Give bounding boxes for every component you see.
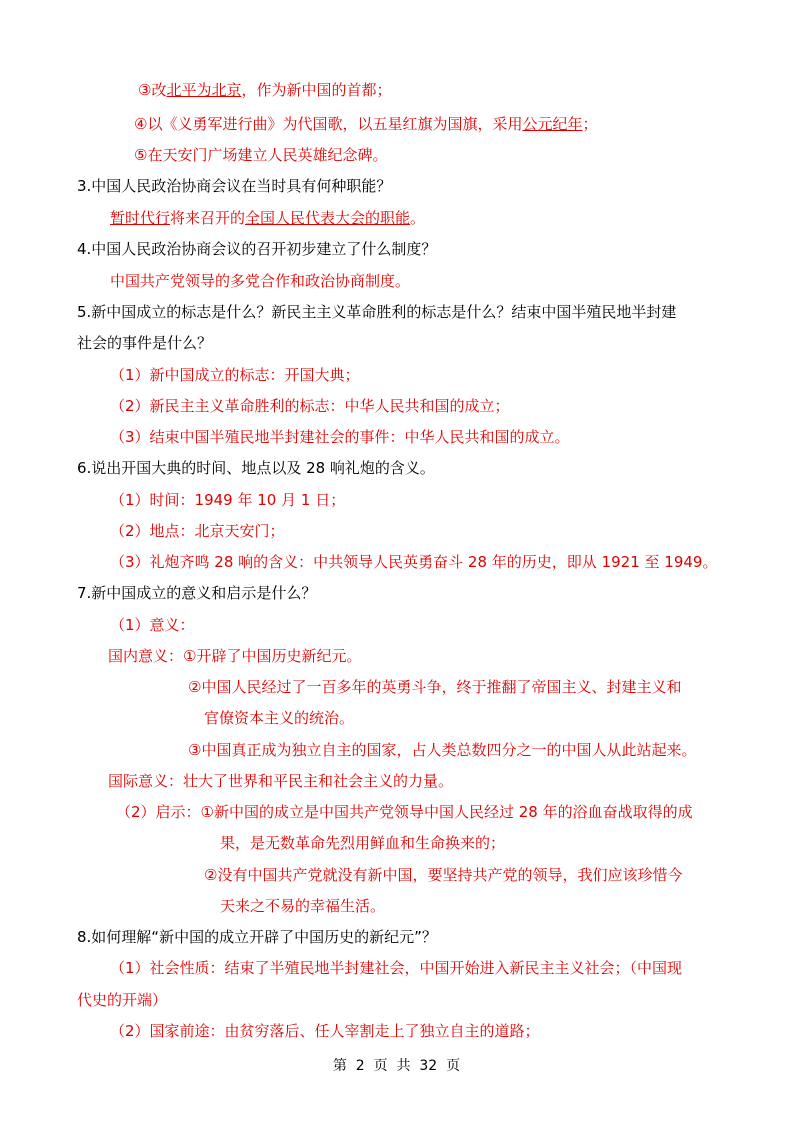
question-8: 8.如何理解“新中国的成立开辟了中国历史的新纪元”？ — [77, 928, 437, 946]
item-5: ⑤在天安门广场建立人民英雄纪念碑。 — [134, 146, 388, 164]
answer-7-insight-2b: 天来之不易的幸福生活。 — [220, 897, 386, 915]
question-5-line-1: 5.新中国成立的标志是什么？新民主主义革命胜利的标志是什么？结束中国半殖民地半封建 — [77, 303, 677, 321]
answer-8-1a: （1）社会性质：结束了半殖民地半封建社会，中国开始进入新民主主义社会；（中国现 — [110, 959, 683, 977]
page-footer: 第 2 页 共 32 页 — [332, 1058, 461, 1074]
answer-5-1: （1）新中国成立的标志：开国大典； — [110, 366, 360, 384]
underlined-term: 北平为北京 — [166, 81, 242, 99]
answer-7-domestic-3: ③中国真正成为独立自主的国家，占人类总数四分之一的中国人从此站起来。 — [188, 741, 697, 759]
answer-6-2: （2）地点：北京天安门； — [110, 522, 285, 540]
answer-7-domestic-2b: 官僚资本主义的统治。 — [204, 709, 355, 727]
underlined-term: 公元纪年 — [522, 115, 583, 133]
answer-6-3: （3）礼炮齐鸣 28 响的含义：中共领导人民英勇奋斗 28 年的历史，即从 1921 至 1949。 — [110, 553, 718, 571]
underlined-term: 暂时代行 — [110, 209, 171, 227]
answer-6-1: （1）时间：1949 年 10 月 1 日； — [110, 491, 346, 509]
question-3: 3.中国人民政治协商会议在当时具有何种职能？ — [77, 177, 392, 195]
answer-7-domestic-2a: ②中国人民经过了一百多年的英勇斗争，终于推翻了帝国主义、封建主义和 — [188, 678, 682, 696]
answer-8-2: （2）国家前途：由贫穷落后、任人宰割走上了独立自主的道路； — [110, 1022, 540, 1040]
item-4: ④以《义勇军进行曲》为代国歌，以五星红旗为国旗，采用公元纪年； — [134, 115, 598, 133]
question-6: 6.说出开国大典的时间、地点以及 28 响礼炮的含义。 — [77, 459, 435, 477]
answer-5-2: （2）新民主主义革命胜利的标志：中华人民共和国的成立； — [110, 397, 510, 415]
answer-7-insight-2a: ②没有中国共产党就没有新中国，要坚持共产党的领导，我们应该珍惜今 — [204, 866, 683, 884]
underlined-term: 全国人民代表大会的职能 — [245, 209, 411, 227]
answer-3: 暂时代行将来召开的全国人民代表大会的职能。 — [110, 209, 426, 227]
answer-4: 中国共产党领导的多党合作和政治协商制度。 — [110, 272, 411, 290]
question-4: 4.中国人民政治协商会议的召开初步建立了什么制度？ — [77, 240, 437, 258]
answer-7-international: 国际意义：壮大了世界和平民主和社会主义的力量。 — [108, 772, 454, 790]
answer-7-insight-1b: 果，是无数革命先烈用鲜血和生命换来的； — [220, 834, 506, 852]
answer-7-insight-1a: （2）启示：①新中国的成立是中国共产党领导中国人民经过 28 年的浴血奋战取得的成 — [116, 803, 693, 821]
answer-7-domestic-1: 国内意义：①开辟了中国历史新纪元。 — [108, 647, 362, 665]
answer-8-1b: 代史的开端） — [77, 991, 168, 1009]
answer-5-3: （3）结束中国半殖民地半封建社会的事件：中华人民共和国的成立。 — [110, 428, 570, 446]
question-5-line-2: 社会的事件是什么？ — [77, 334, 213, 352]
item-3: ③改北平为北京，作为新中国的首都； — [138, 81, 392, 99]
answer-7-meaning-label: （1）意义： — [110, 616, 195, 634]
question-7: 7.新中国成立的意义和启示是什么？ — [77, 584, 317, 602]
